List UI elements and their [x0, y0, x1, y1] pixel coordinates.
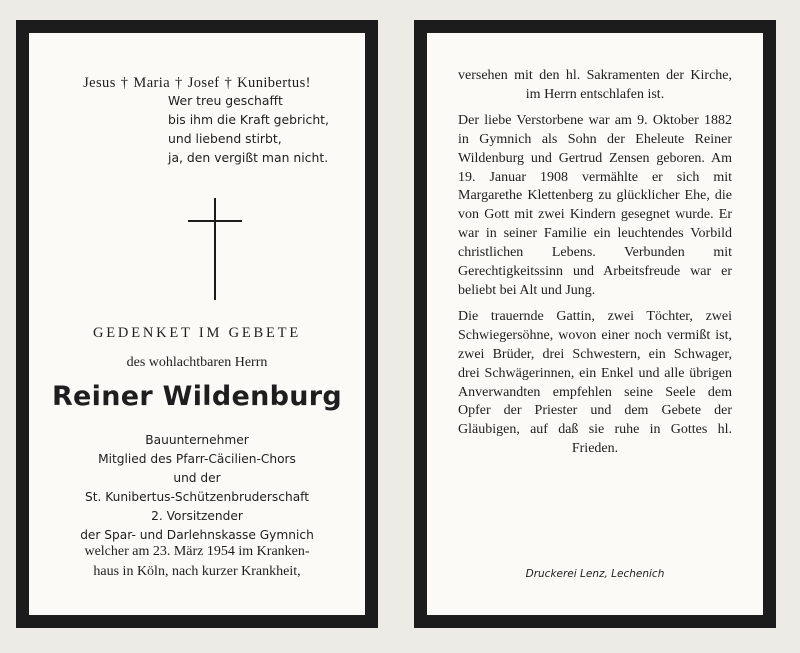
- closing-line: welcher am 23. März 1954 im Kranken-: [84, 544, 310, 559]
- paragraph-biography: Der liebe Verstorbene war am 9. Oktober 1882 in Gymnich als Sohn der Eheleute Reiner Wildenburg und Gertrud Zensen geboren. Am 19. Januar 1908 vermählte er sich mit Margarethe Klettenberg zu glücklicher Ehe, die von Gott mit zwei Kindern gesegnet wurde. Er war in seiner Familie ein leuchtendes Vorbild christlichen Lebens. Verbunden mit Gerechtigkeitssinn und Arbeitsfreude war er beliebt bei Alt und Jung.: [458, 112, 732, 298]
- deceased-details: [29, 431, 365, 545]
- card-right-border: [414, 20, 776, 628]
- honorific: des wohlachtbaren Herrn: [126, 355, 268, 370]
- card-left-border: [16, 20, 378, 628]
- printer-imprint: Druckerei Lenz, Lechenich: [525, 568, 665, 580]
- paragraph-mourners: Die trauernde Gattin, zwei Töchter, zwei Schwiegersöhne, wovon einer noch vermißt ist, zwei Brüder, drei Schwestern, ein Schwager, drei Schwägerinnen, ein Enkel und alle übrigen Anverwandten empfehlen seine Seele dem Opfer der Priester und dem Gebete der Gläubigen, auf daß sie ruhe in Gottes hl. Frieden.: [458, 308, 732, 457]
- poem-line: Wer treu geschafft: [168, 93, 283, 108]
- dagger-icon: †: [175, 75, 183, 91]
- cross-horizontal-bar: [188, 220, 242, 222]
- cross-icon: [188, 198, 242, 300]
- detail-line: der Spar- und Darlehnskasse Gymnich: [80, 528, 314, 542]
- poem-line: ja, den vergißt man nicht.: [168, 150, 329, 165]
- detail-line: Bauunternehmer: [145, 433, 249, 447]
- detail-line: und der: [173, 471, 221, 485]
- card-left-page: [29, 33, 365, 615]
- dagger-icon: †: [224, 75, 233, 91]
- saint-name: Maria: [133, 75, 171, 91]
- poem-line: und liebend stirbt,: [168, 131, 282, 146]
- poem-line: bis ihm die Kraft gebricht,: [168, 112, 329, 127]
- card-right-page: [427, 33, 763, 615]
- paragraph-sacraments: versehen mit den hl. Sakramenten der Kirche, im Herrn entschlafen ist.: [458, 68, 732, 102]
- detail-line: 2. Vorsitzender: [151, 509, 243, 523]
- saint-name: Josef: [187, 75, 220, 91]
- deceased-name: Reiner Wildenburg: [51, 381, 343, 412]
- saint-name: Jesus: [83, 75, 116, 91]
- closing-line: haus in Köln, nach kurzer Krankheit,: [93, 564, 301, 579]
- poem: [168, 91, 329, 167]
- dagger-icon: †: [120, 75, 129, 91]
- saints-invocation: [29, 75, 365, 92]
- closing-text: [29, 542, 365, 582]
- detail-line: St. Kunibertus-Schützenbruderschaft: [84, 490, 310, 504]
- cross-vertical-bar: [214, 198, 216, 300]
- saint-name: Kunibertus!: [237, 75, 311, 91]
- detail-line: Mitglied des Pfarr-Cäcilien-Chors: [98, 452, 296, 466]
- obituary-body: [458, 67, 732, 466]
- gedenket-heading: GEDENKET IM GEBETE: [93, 325, 301, 341]
